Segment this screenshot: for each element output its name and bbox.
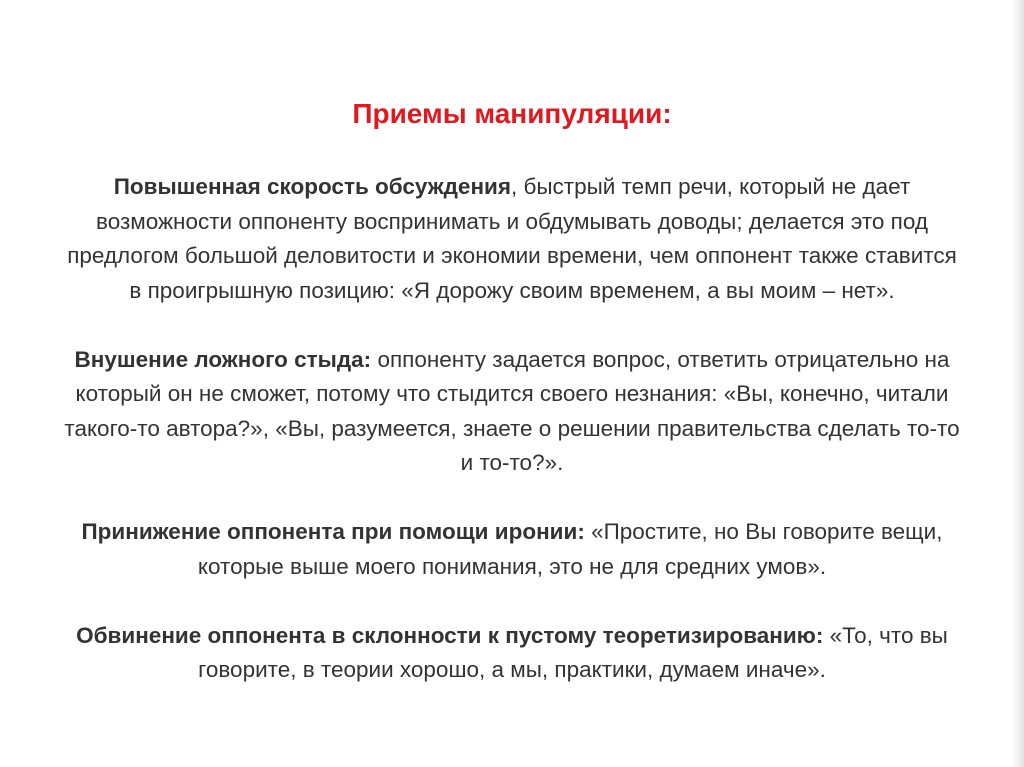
paragraph-irony <box>60 515 964 584</box>
paragraph-term: Обвинение оппонента в склонности к пустому теоретизированию: <box>76 622 824 648</box>
paragraph-text: «Простите, но Вы говорите вещи, которые выше моего понимания, это не для средних умов». <box>197 519 943 579</box>
paragraph-term: Внушение ложного стыда: <box>74 346 372 372</box>
slide-title: Приемы манипуляции: <box>352 98 672 129</box>
paragraph-spacer <box>60 308 964 343</box>
paragraph-false-shame <box>60 343 964 481</box>
paragraph-spacer <box>60 481 964 516</box>
paragraph-spacer <box>60 584 964 619</box>
paragraph-theorizing <box>60 619 964 688</box>
paragraph-term: Повышенная скорость обсуждения <box>113 174 511 199</box>
paragraph-fast-discussion <box>60 170 964 308</box>
paragraph-text: «То, что вы говорите, в теории хорошо, а мы, практики, думаем иначе». <box>198 622 948 682</box>
paragraph-text: , быстрый темп речи, который не дает возможности оппоненту воспринимать и обдумывать доводы; делается это под предлогом большой деловитости и экономии времени, чем оппонент также ставится в проигрышную позицию: «Я дорожу своим временем, а вы моим – нет». <box>67 174 957 303</box>
paragraph-text: оппоненту задается вопрос, ответить отрицательно на который он не сможет, потому что стыдится своего незнания: «Вы, конечно, читали такого-то автора?», «Вы, разумеется, знаете о решении правительства сделать то-то и то-то?». <box>64 346 960 475</box>
slide-body <box>60 170 964 688</box>
paragraph-term: Принижение оппонента при помощи иронии: <box>81 519 585 544</box>
